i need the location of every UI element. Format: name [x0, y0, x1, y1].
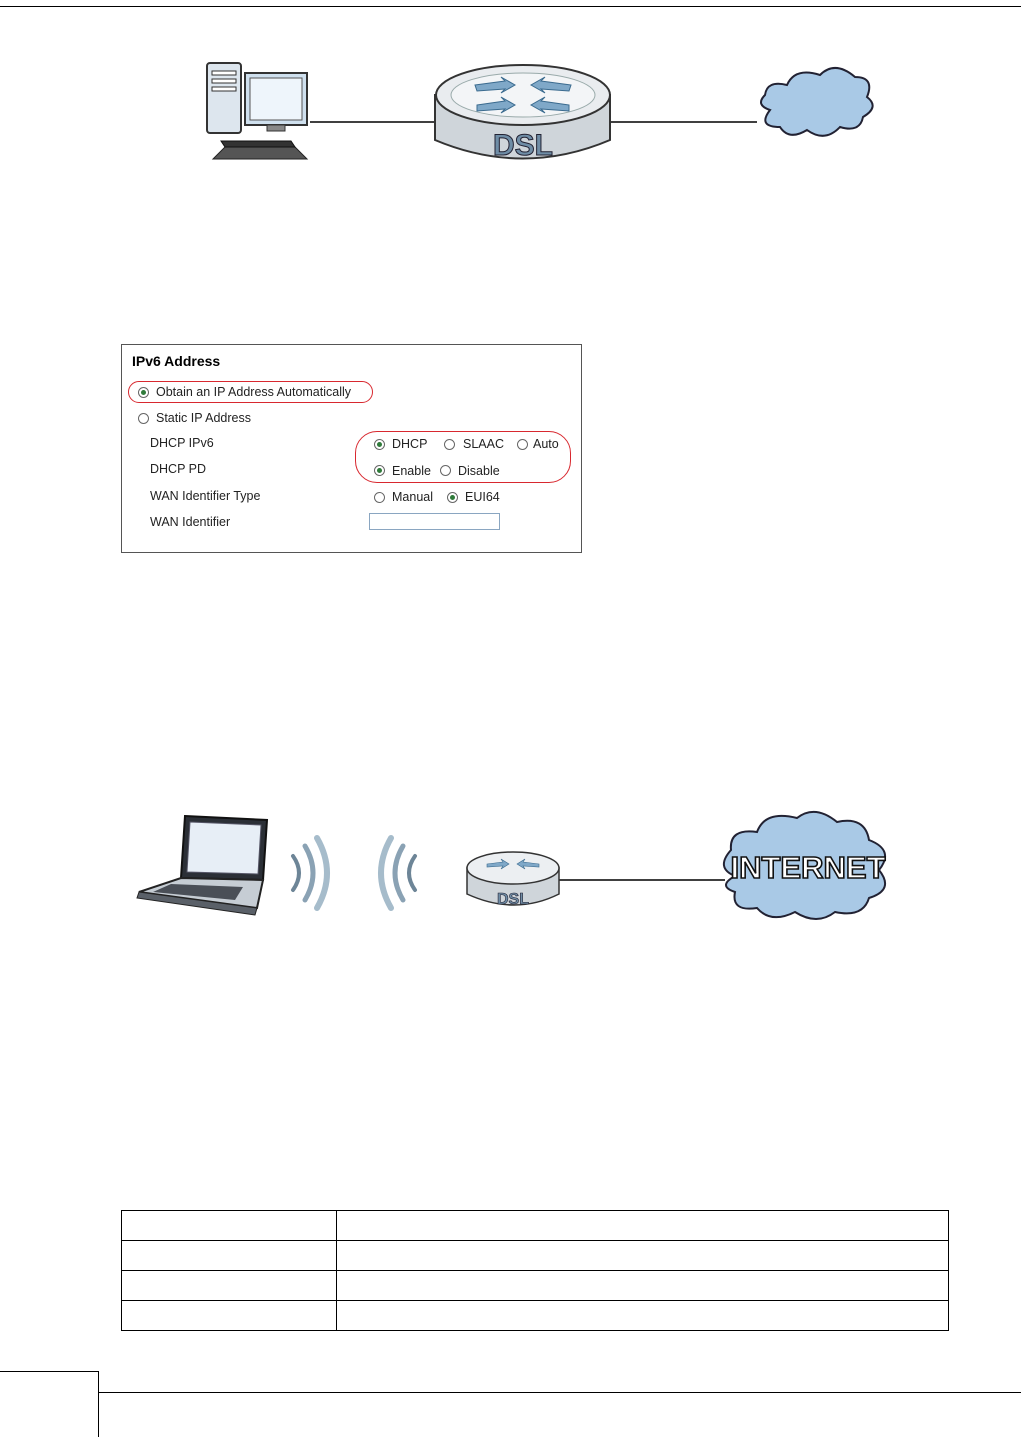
option-auto-label: Auto [533, 437, 559, 451]
table-cell [122, 1271, 337, 1301]
table-row [122, 1301, 949, 1331]
radio-static-ip[interactable] [138, 413, 149, 424]
network-diagram-pc-router-cloud [195, 55, 875, 175]
option-eui64-label: EUI64 [465, 490, 500, 504]
radio-dhcp[interactable] [374, 439, 385, 450]
dhcp-pd-label: DHCP PD [150, 462, 207, 476]
header-rule [0, 6, 1021, 7]
radio-enable[interactable] [374, 465, 385, 476]
dsl-router-icon [435, 65, 610, 162]
desktop-computer-icon [207, 63, 307, 159]
data-table [121, 1210, 949, 1331]
radio-slaac[interactable] [444, 439, 455, 450]
table-cell [122, 1301, 337, 1331]
table-cell [337, 1271, 949, 1301]
option-dhcp-label: DHCP [392, 437, 428, 451]
static-ip-label: Static IP Address [156, 411, 251, 425]
radio-obtain-auto[interactable] [138, 387, 149, 398]
wan-identifier-label: WAN Identifier [150, 515, 231, 529]
radio-eui64[interactable] [447, 492, 458, 503]
table-row [122, 1241, 949, 1271]
table-row [122, 1211, 949, 1241]
internet-cloud-icon [724, 812, 886, 919]
cloud-icon [761, 68, 873, 136]
obtain-auto-label: Obtain an IP Address Automatically [156, 385, 352, 399]
wireless-signal-icon [381, 838, 415, 908]
wan-identifier-input[interactable] [369, 513, 500, 530]
laptop-icon [137, 816, 267, 915]
router-label: DSL [493, 129, 553, 162]
option-slaac-label: SLAAC [463, 437, 504, 451]
table-cell [337, 1211, 949, 1241]
option-enable-label: Enable [392, 464, 431, 478]
internet-label: INTERNET [730, 850, 886, 885]
ipv6-address-panel [121, 344, 582, 553]
option-manual-label: Manual [392, 490, 433, 504]
table-cell [122, 1211, 337, 1241]
radio-auto[interactable] [517, 439, 528, 450]
router-label: DSL [497, 891, 529, 908]
page-number-box [0, 1371, 99, 1437]
wan-identifier-type-label: WAN Identifier Type [150, 489, 261, 503]
dsl-router-icon [467, 852, 559, 908]
panel-title: IPv6 Address [132, 353, 221, 369]
table-cell [337, 1241, 949, 1271]
radio-manual[interactable] [374, 492, 385, 503]
footer-rule [99, 1392, 1021, 1393]
network-diagram-laptop-router-internet [135, 808, 895, 923]
option-disable-label: Disable [458, 464, 500, 478]
radio-disable[interactable] [440, 465, 451, 476]
table-row [122, 1271, 949, 1301]
table-cell [337, 1301, 949, 1331]
wireless-signal-icon [293, 838, 327, 908]
dhcp-ipv6-label: DHCP IPv6 [150, 436, 214, 450]
table-cell [122, 1241, 337, 1271]
